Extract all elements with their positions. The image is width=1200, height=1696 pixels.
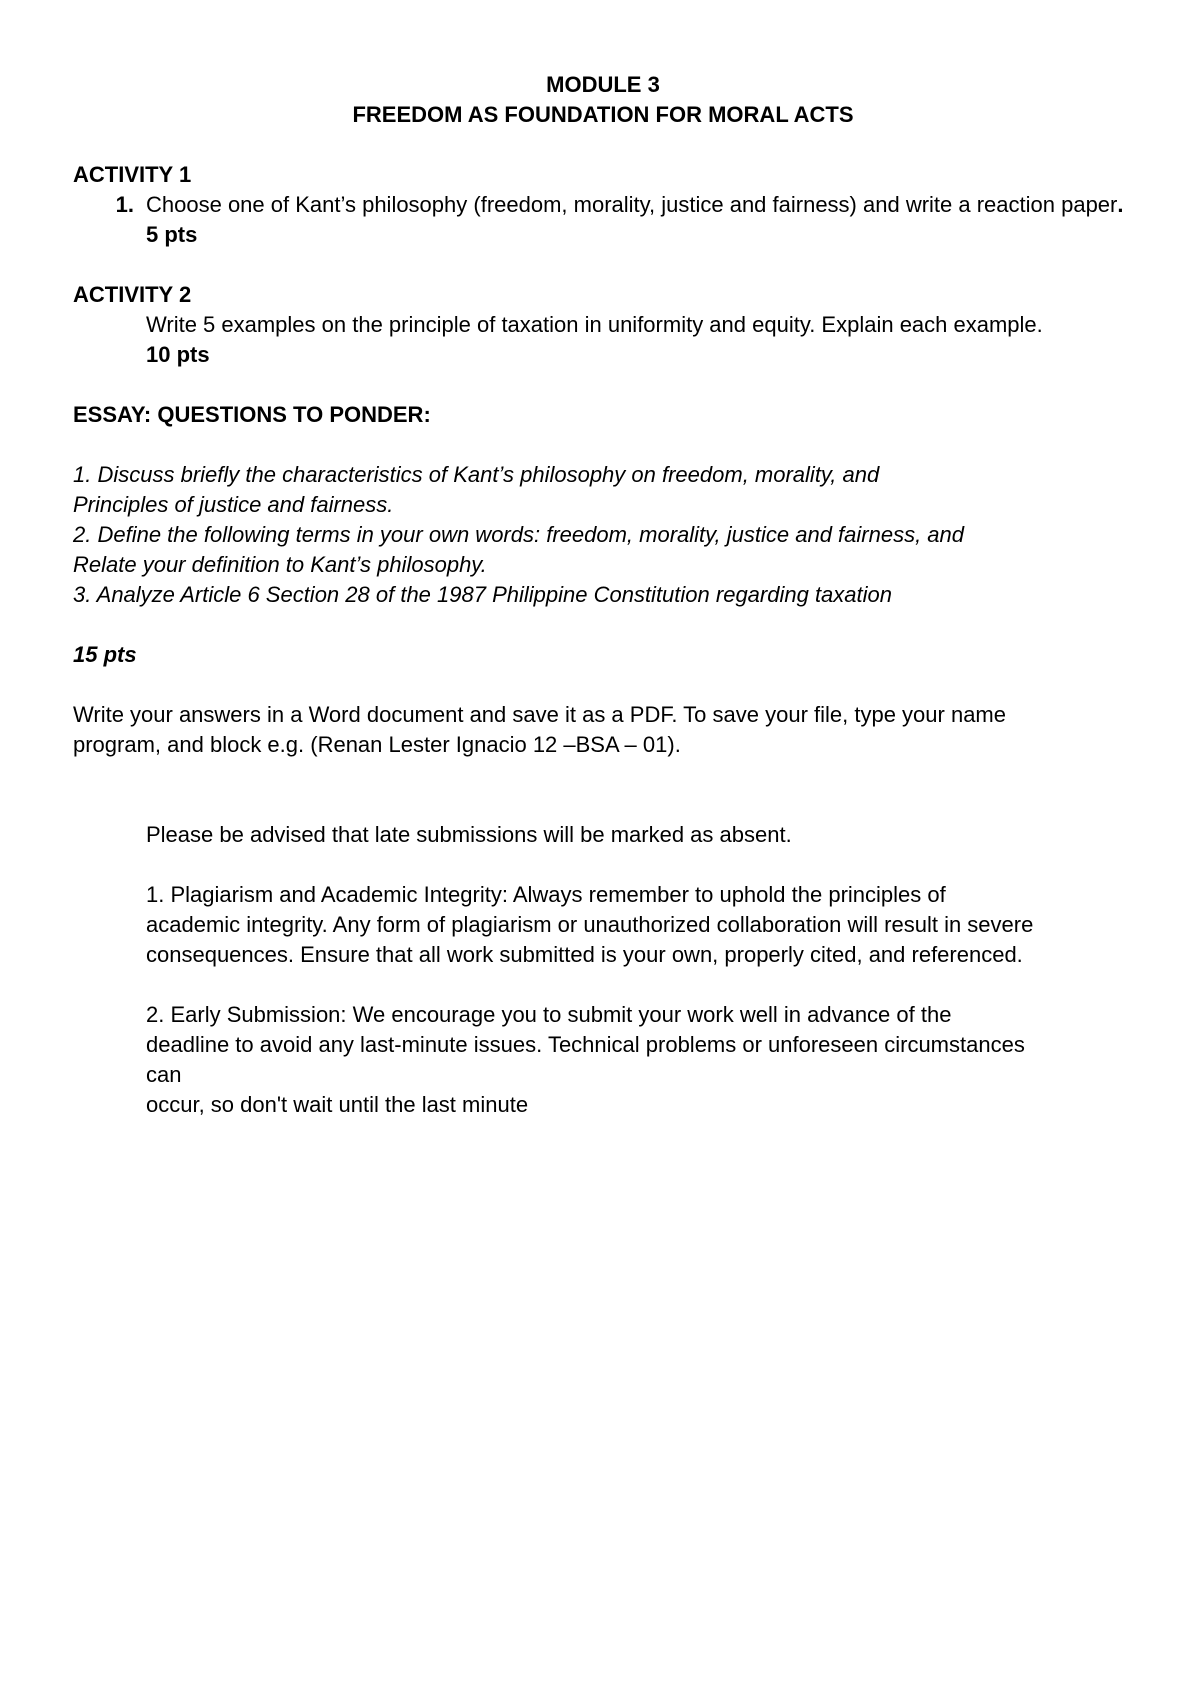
activity1-item-number: 1. (115, 192, 134, 217)
instructions-line: Write your answers in a Word document and save it as a PDF. To save your file, type your name (73, 702, 1006, 727)
early-submission-note-line: occur, so don't wait until the last minute (146, 1092, 529, 1117)
instructions-line: program, and block e.g. (Renan Lester Ignacio 12 –BSA – 01). (73, 732, 681, 757)
essay-question-line: 2. Define the following terms in your own words: freedom, morality, justice and fairness, and (73, 522, 964, 547)
plagiarism-note-line: consequences. Ensure that all work submitted is your own, properly cited, and referenced. (146, 942, 1023, 967)
early-submission-note-line: can (146, 1062, 182, 1087)
early-submission-note-line: deadline to avoid any last-minute issues. Technical problems or unforeseen circumstances (146, 1032, 1025, 1057)
essay-heading: ESSAY: QUESTIONS TO PONDER: (73, 402, 431, 427)
activity1-item-points: . 5 pts (146, 192, 1124, 247)
plagiarism-note-line: academic integrity. Any form of plagiarism or unauthorized collaboration will result in severe (146, 912, 1034, 937)
activity2-heading: ACTIVITY 2 (73, 282, 192, 307)
document-title (73, 70, 1133, 130)
essay-question-line: Principles of justice and fairness. (73, 492, 394, 517)
activity2-points: 10 pts (146, 342, 210, 367)
early-submission-note-line: 2. Early Submission: We encourage you to submit your work well in advance of the (146, 1002, 952, 1027)
activity1-heading: ACTIVITY 1 (73, 162, 192, 187)
document-page (73, 70, 1133, 1120)
activity1-item-text: Choose one of Kant’s philosophy (freedom, morality, justice and fairness) and write a reaction paper (146, 192, 1118, 217)
activity1-item (73, 190, 1133, 250)
essay-question-line: 1. Discuss briefly the characteristics of Kant’s philosophy on freedom, morality, and (73, 462, 880, 487)
module-title: FREEDOM AS FOUNDATION FOR MORAL ACTS (352, 102, 854, 127)
late-submission-note: Please be advised that late submissions will be marked as absent. (146, 822, 792, 847)
activity2-text: Write 5 examples on the principle of taxation in uniformity and equity. Explain each example. (146, 312, 1043, 337)
plagiarism-note-line: 1. Plagiarism and Academic Integrity: Always remember to uphold the principles of (146, 882, 946, 907)
essay-question-line: 3. Analyze Article 6 Section 28 of the 1987 Philippine Constitution regarding taxation (73, 582, 892, 607)
module-label: MODULE 3 (546, 72, 660, 97)
essay-points: 15 pts (73, 642, 137, 667)
essay-question-line: Relate your definition to Kant’s philosophy. (73, 552, 487, 577)
